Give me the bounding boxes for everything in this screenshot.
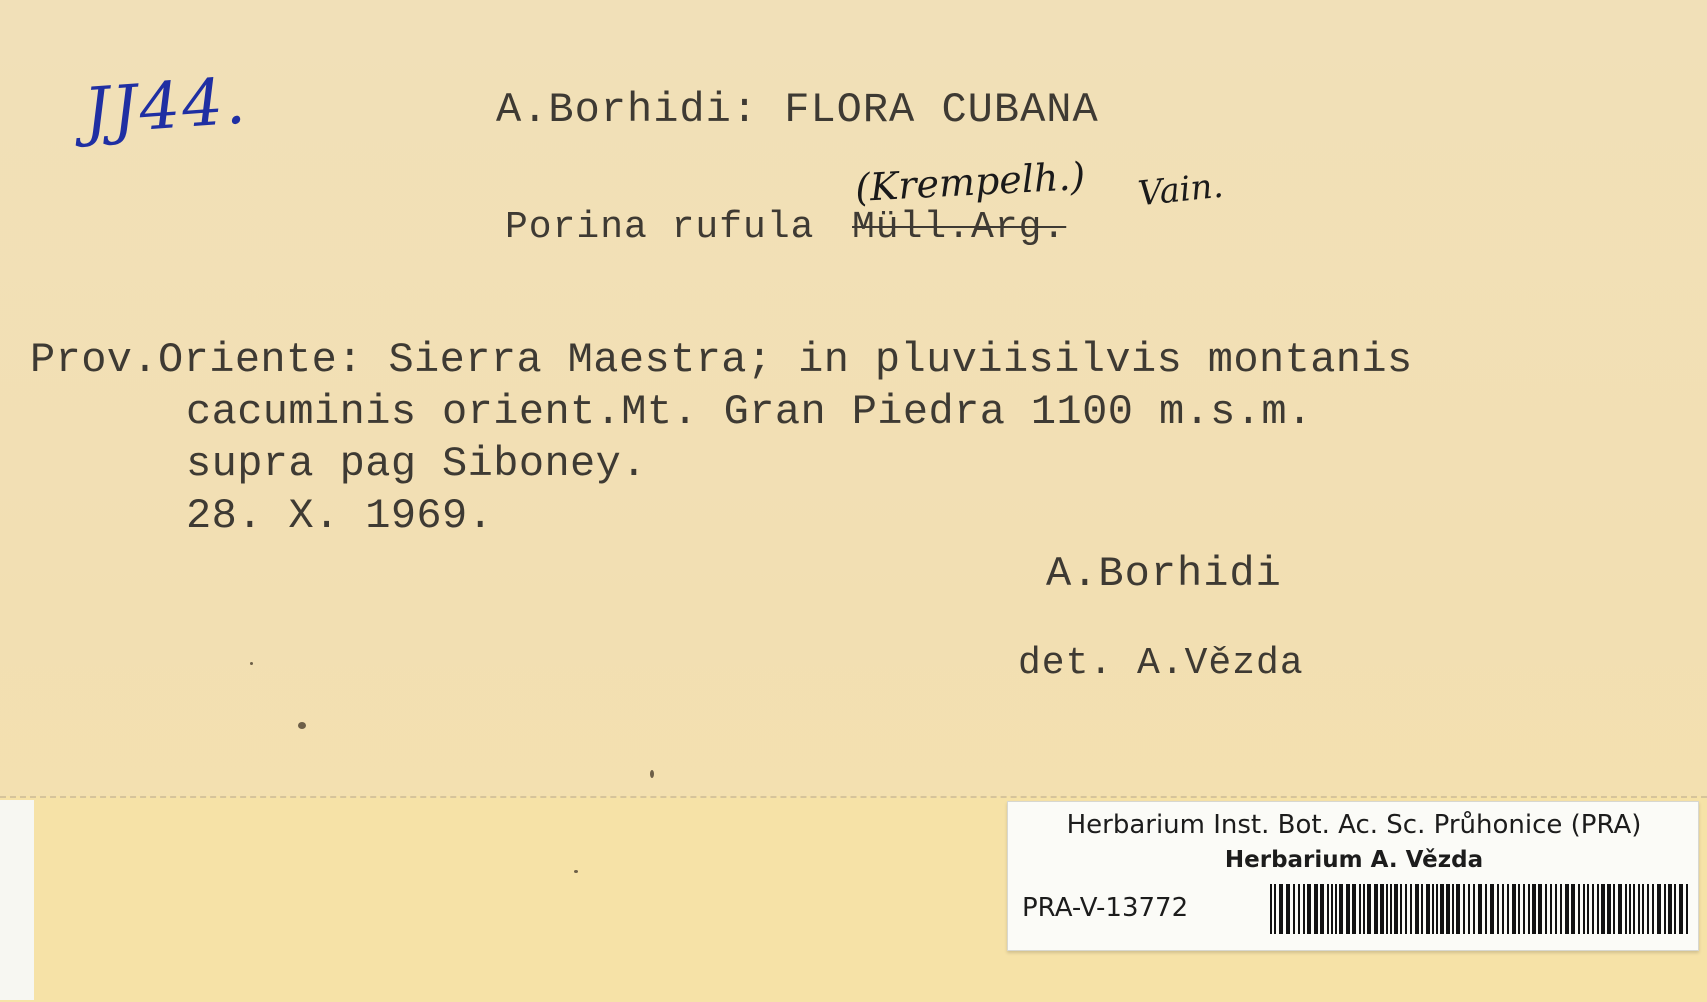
barcode-bar [1415,884,1419,934]
barcode-bar [1426,884,1430,934]
barcode-bar [1618,884,1622,934]
taxon-name: Porina rufula [505,206,815,249]
paper-speck [650,770,654,778]
barcode-bar [1560,884,1562,934]
barcode-bar [1440,884,1444,934]
barcode-bar [1597,884,1599,934]
barcode-bar [1686,884,1688,934]
barcode-bar [1518,884,1520,934]
barcode-bar [1625,884,1627,934]
barcode-bar [1359,884,1361,934]
barcode-bar [1314,884,1318,934]
barcode-bar [1327,884,1329,934]
handwritten-author: Vain. [1136,165,1226,215]
barcode-bar [1512,884,1516,934]
barcode-bar [1587,884,1589,934]
barcode-bar [1528,884,1530,934]
barcode-bar [1497,884,1499,934]
barcode-bar [1386,884,1388,934]
barcode-bar [1642,884,1644,934]
barcode-bar [1657,884,1661,934]
barcode-bar [1523,884,1525,934]
barcode-bar [1400,884,1402,934]
barcode-bar [1270,884,1272,934]
barcode-bar [1446,884,1450,934]
barcode-bar [1380,884,1384,934]
barcode-bar [1629,884,1631,934]
label-header: A.Borhidi: FLORA CUBANA [496,86,1099,134]
barcode-icon [1270,884,1690,934]
barcode-bar [1405,884,1407,934]
barcode-bar [1367,884,1371,934]
barcode-bar [1432,884,1434,934]
barcode-bar [1352,884,1356,934]
herbarium-barcode-label [1007,801,1699,951]
barcode-bar [1346,884,1350,934]
barcode-bar [1490,884,1494,934]
barcode-bar [1668,884,1672,934]
locality-line-3: supra pag Siboney. [186,440,647,488]
barcode-bar [1363,884,1365,934]
barcode-bar [1565,884,1569,934]
barcode-bar [1652,884,1654,934]
barcode-bar [1555,884,1557,934]
barcode-bar [1578,884,1580,934]
barcode-bar [1279,884,1283,934]
barcode-bar [1583,884,1585,934]
barcode-bar [1452,884,1454,934]
barcode-bar [1638,884,1640,934]
barcode-bar [1293,884,1295,934]
locality-line-1: Prov.Oriente: Sierra Maestra; in pluviisilvis montanis [30,336,1413,384]
barcode-bar [1633,884,1635,934]
barcode-bar [1463,884,1465,934]
barcode-bar [1647,884,1649,934]
taxon-author-struck: Müll.Arg. [852,206,1067,249]
barcode-bar [1473,884,1475,934]
barcode-bar [1532,884,1536,934]
barcode-bar [1456,884,1460,934]
handwritten-author-insert: (Krempelh.) [854,154,1087,210]
barcode-bar [1485,884,1487,934]
barcode-bar [1274,884,1276,934]
barcode-bar [1410,884,1412,934]
barcode-bar [1502,884,1504,934]
collector-name: A.Borhidi [1046,550,1282,598]
barcode-bar [1550,884,1552,934]
barcode-bar [1298,884,1300,934]
determiner: det. A.Vězda [1018,642,1304,685]
barcode-bar [1613,884,1615,934]
paper-speck [250,662,253,665]
barcode-bar [1674,884,1676,934]
barcode-bar [1307,884,1311,934]
barcode-bar [1286,884,1290,934]
barcode-bar [1468,884,1470,934]
handwritten-number: JJ44. [81,64,250,150]
barcode-bar [1592,884,1594,934]
locality-line-2: cacuminis orient.Mt. Gran Piedra 1100 m.s.m. [186,388,1313,436]
barcode-bar [1320,884,1324,934]
barcode-bar [1607,884,1611,934]
barcode-bar [1679,884,1683,934]
barcode-bar [1601,884,1605,934]
barcode-bar [1664,884,1666,934]
paper-speck [574,870,578,873]
institution-name: Herbarium Inst. Bot. Ac. Sc. Průhonice (PRA) [1066,810,1642,840]
barcode-bar [1436,884,1438,934]
collection-name: Herbarium A. Vězda [1224,847,1484,873]
barcode-bar [1339,884,1343,934]
barcode-bar [1571,884,1575,934]
barcode-bar [1394,884,1398,934]
barcode-bar [1390,884,1392,934]
barcode-bar [1303,884,1305,934]
barcode-bar [1478,884,1482,934]
barcode-bar [1538,884,1542,934]
paper-speck [298,722,306,729]
barcode-bar [1507,884,1509,934]
barcode-bar [1374,884,1378,934]
barcode-bar [1335,884,1337,934]
barcode-bar [1545,884,1547,934]
collection-date: 28. X. 1969. [186,492,494,540]
barcode-bar [1421,884,1423,934]
specimen-id: PRA-V-13772 [1022,893,1189,923]
barcode-bar [1331,884,1333,934]
paper-edge-strip [0,800,34,1000]
